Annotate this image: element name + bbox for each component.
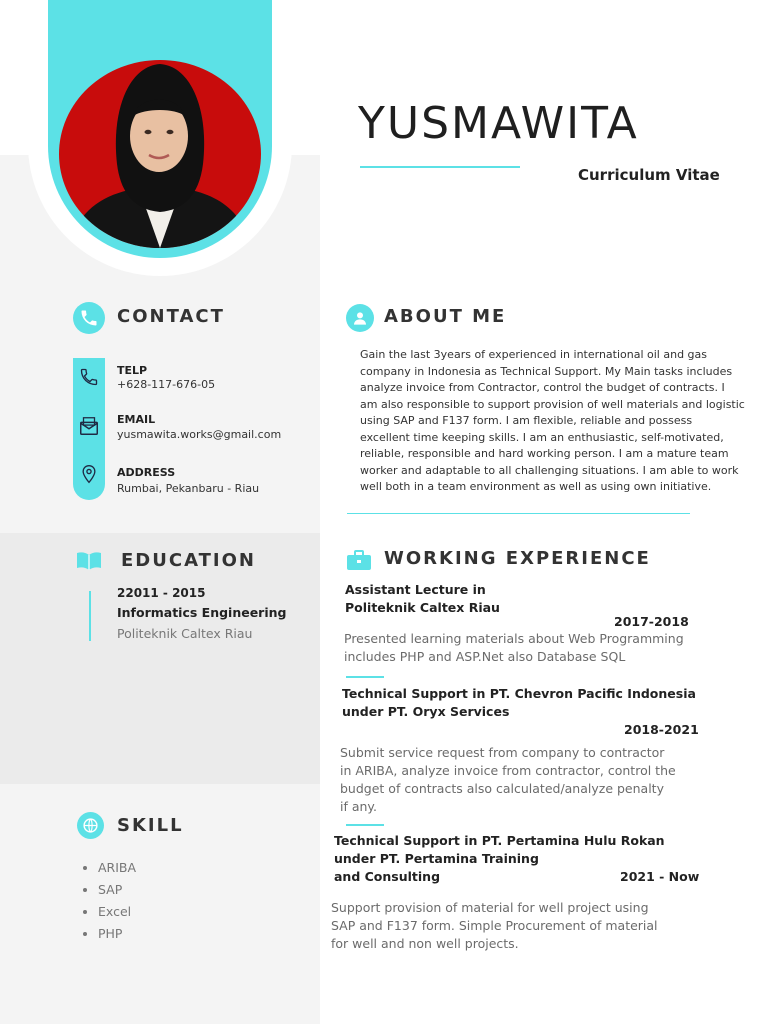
job-1-description	[344, 630, 684, 666]
document-subtitle: Curriculum Vitae	[578, 166, 720, 184]
skill-item: • SAP	[98, 882, 136, 897]
education-timeline-bar	[89, 591, 91, 641]
job-1-desc-line: Presented learning materials about Web Programming	[344, 631, 684, 646]
job-2-divider	[346, 824, 384, 826]
job-2-title	[342, 685, 696, 721]
education-years: 22011 - 2015	[117, 586, 206, 600]
job-1-title-line: Assistant Lecture in	[345, 582, 486, 597]
name-underline	[360, 166, 520, 168]
about-divider	[347, 513, 690, 514]
education-degree: Informatics Engineering	[117, 605, 287, 620]
job-3-desc-line: SAP and F137 form. Simple Procurement of material	[331, 918, 658, 933]
job-3-title-line: Technical Support in PT. Pertamina Hulu Rokan	[334, 833, 665, 848]
job-1-date: 2017-2018	[614, 614, 689, 629]
skill-list	[80, 860, 136, 948]
skill-item: • PHP	[98, 926, 136, 941]
address-label: ADDRESS	[117, 466, 176, 479]
education-heading: EDUCATION	[121, 550, 256, 571]
job-2-desc-line: in ARIBA, analyze invoice from contractor, control the	[340, 763, 676, 778]
job-3-desc-line: for well and non well projects.	[331, 936, 519, 951]
skill-heading: SKILL	[117, 815, 184, 836]
telp-label: TELP	[117, 364, 148, 377]
about-heading: ABOUT ME	[384, 306, 507, 327]
email-icon	[78, 415, 100, 441]
skill-item: • Excel	[98, 904, 136, 919]
email-value: yusmawita.works@gmail.com	[117, 428, 282, 441]
briefcase-icon	[346, 549, 372, 575]
job-3-description	[331, 899, 658, 953]
job-3-desc-line: Support provision of material for well project using	[331, 900, 649, 915]
job-1-divider	[346, 676, 384, 678]
phone-heading-icon	[73, 302, 105, 334]
job-1-title-line: Politeknik Caltex Riau	[345, 600, 500, 615]
job-2-description	[340, 744, 676, 816]
job-2-date: 2018-2021	[624, 722, 699, 737]
job-2-title-line: under PT. Oryx Services	[342, 704, 510, 719]
profile-photo	[59, 60, 261, 248]
phone-icon	[79, 367, 99, 391]
job-3-title-line: under PT. Pertamina Training	[334, 851, 539, 866]
job-3-title-line: and Consulting	[334, 869, 441, 884]
about-text: Gain the last 3years of experienced in international oil and gas company in Indonesia as Technical Support. My Main tasks includes analyze invoice from Contractor, control the budget of contracts. I am also responsible to support provision of well materials and logistic using SAP and F137 form. I am flexible, reliable and possess excellent time keeping skills. I am an enthusiastic, self-motivated, reliable, responsible and hard working person. I am a mature team worker and adaptable to all challenging situations. I am able to work well both in a team environment as well as using own initiative.	[360, 348, 745, 493]
globe-heading-icon	[77, 812, 104, 839]
job-2-desc-line: budget of contracts also calculated/analyze penalty	[340, 781, 664, 796]
job-3-title	[334, 832, 665, 886]
person-name: YUSMAWITA	[358, 98, 639, 149]
job-3-date: 2021 - Now	[620, 869, 700, 884]
job-2-title-line: Technical Support in PT. Chevron Pacific Indonesia	[342, 686, 696, 701]
location-pin-icon	[79, 463, 99, 489]
telp-value: +628-117-676-05	[117, 378, 216, 391]
skill-item: • ARIBA	[98, 860, 136, 875]
job-2-desc-line: if any.	[340, 799, 378, 814]
job-2-desc-line: Submit service request from company to contractor	[340, 745, 665, 760]
email-label: EMAIL	[117, 413, 156, 426]
contact-heading: CONTACT	[117, 306, 225, 327]
education-school: Politeknik Caltex Riau	[117, 626, 253, 641]
job-1-title	[345, 581, 500, 617]
address-value: Rumbai, Pekanbaru - Riau	[117, 482, 260, 495]
experience-heading: WORKING EXPERIENCE	[384, 548, 651, 569]
book-icon	[76, 551, 102, 575]
user-heading-icon	[346, 304, 374, 332]
job-1-desc-line: includes PHP and ASP.Net also Database SQL	[344, 649, 626, 664]
